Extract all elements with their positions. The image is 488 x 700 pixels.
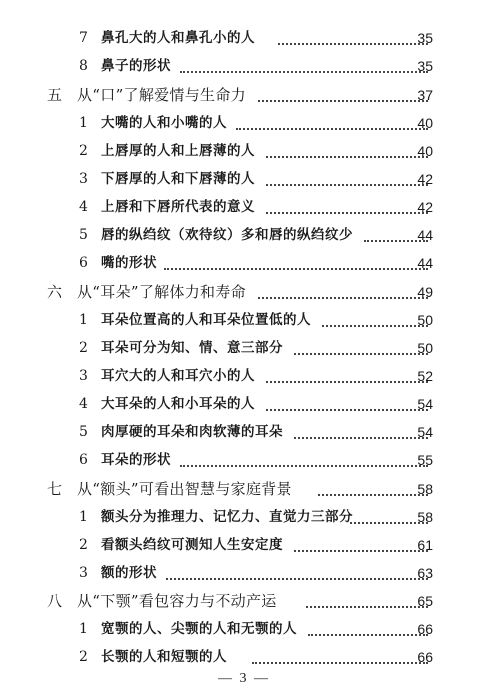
entry-title: 大嘴的人和小嘴的人 xyxy=(101,115,227,131)
dot-leader xyxy=(258,275,428,299)
entry-number: 2 xyxy=(79,340,88,356)
entry-title: 鼻孔大的人和鼻孔小的人 xyxy=(101,30,255,46)
page-number: 54 xyxy=(417,396,433,412)
toc-entry xyxy=(0,252,488,274)
section-number: 八 xyxy=(47,592,63,610)
dot-leader xyxy=(294,528,428,552)
page-number: 58 xyxy=(417,481,433,497)
dot-leader xyxy=(166,556,428,580)
entry-number: 2 xyxy=(79,537,88,553)
page-number: 49 xyxy=(417,284,433,300)
entry-number: 3 xyxy=(79,368,88,384)
toc-entry xyxy=(0,562,488,584)
dot-leader xyxy=(266,162,428,186)
page-number: 58 xyxy=(417,509,433,525)
dot-leader xyxy=(294,331,428,355)
section-number: 六 xyxy=(47,283,63,301)
entry-number: 7 xyxy=(79,30,88,46)
page-number: 37 xyxy=(417,87,433,103)
toc-entry xyxy=(0,506,488,528)
page-number: 42 xyxy=(417,199,433,215)
toc-entry xyxy=(0,421,488,443)
entry-title: 肉厚硬的耳朵和肉软薄的耳朵 xyxy=(101,424,283,440)
toc-entry xyxy=(0,168,488,190)
dot-leader xyxy=(266,387,428,411)
entry-title: 上唇和下唇所代表的意义 xyxy=(101,199,255,215)
toc-entry xyxy=(0,646,488,668)
toc-entry xyxy=(0,140,488,162)
dot-leader xyxy=(164,246,428,270)
entry-title: 耳朵可分为知、情、意三部分 xyxy=(101,340,283,356)
toc-entry xyxy=(0,196,488,218)
dot-leader xyxy=(258,78,428,102)
section-title: 从“下颚”看包容力与不动产运 xyxy=(77,592,277,610)
toc-entry xyxy=(0,112,488,134)
page-footer-number: — 3 — xyxy=(218,671,270,686)
dot-leader xyxy=(266,134,428,158)
entry-title: 耳朵位置高的人和耳朵位置低的人 xyxy=(101,312,311,328)
toc-section xyxy=(0,281,488,303)
toc-entry xyxy=(0,365,488,387)
page-number: 40 xyxy=(417,115,433,131)
page-number: 40 xyxy=(417,143,433,159)
page-number: 66 xyxy=(417,621,433,637)
dot-leader xyxy=(278,21,428,45)
page-number: 35 xyxy=(417,30,433,46)
toc-entry xyxy=(0,337,488,359)
entry-number: 5 xyxy=(79,424,88,440)
section-number: 五 xyxy=(47,86,63,104)
entry-title: 看额头绉纹可测知人生安定度 xyxy=(101,537,283,553)
page-number: 63 xyxy=(417,565,433,581)
entry-title: 上唇厚的人和上唇薄的人 xyxy=(101,143,255,159)
toc-entry xyxy=(0,309,488,331)
page-number: 35 xyxy=(417,58,433,74)
entry-number: 1 xyxy=(79,621,88,637)
toc-entry xyxy=(0,55,488,77)
dot-leader xyxy=(236,106,428,130)
entry-number: 5 xyxy=(79,227,88,243)
entry-title: 长颚的人和短颚的人 xyxy=(101,649,227,665)
toc-entry xyxy=(0,449,488,471)
entry-number: 1 xyxy=(79,115,88,131)
section-title: 从“口”了解爱情与生命力 xyxy=(77,86,246,104)
toc-entry xyxy=(0,618,488,640)
entry-title: 额头分为推理力、记忆力、直觉力三部分 xyxy=(101,509,353,525)
entry-title: 下唇厚的人和下唇薄的人 xyxy=(101,171,255,187)
entry-title: 嘴的形状 xyxy=(101,255,157,271)
entry-title: 鼻子的形状 xyxy=(101,58,171,74)
page-number: 55 xyxy=(417,452,433,468)
dot-leader xyxy=(180,443,428,467)
page-number: 66 xyxy=(417,649,433,665)
page-number: 42 xyxy=(417,171,433,187)
dot-leader xyxy=(252,640,428,664)
entry-number: 1 xyxy=(79,509,88,525)
section-title: 从“耳朵”了解体力和寿命 xyxy=(77,283,246,301)
entry-number: 6 xyxy=(79,255,88,271)
entry-number: 8 xyxy=(79,58,88,74)
dot-leader xyxy=(294,415,428,439)
page-number: 52 xyxy=(417,368,433,384)
entry-number: 4 xyxy=(79,396,88,412)
dot-leader xyxy=(266,359,428,383)
dot-leader xyxy=(180,49,428,73)
page-number: 54 xyxy=(417,424,433,440)
toc-entry xyxy=(0,27,488,49)
page-number: 44 xyxy=(417,255,433,271)
toc-entry xyxy=(0,224,488,246)
entry-title: 唇的纵绉纹（欢待纹）多和唇的纵绉纹少 xyxy=(101,227,353,243)
page-number: 65 xyxy=(417,593,433,609)
toc-section xyxy=(0,84,488,106)
dot-leader xyxy=(266,190,428,214)
entry-number: 4 xyxy=(79,199,88,215)
section-number: 七 xyxy=(47,480,63,498)
entry-title: 大耳朵的人和小耳朵的人 xyxy=(101,396,255,412)
toc-entry xyxy=(0,393,488,415)
section-title: 从“额头”可看出智慧与家庭背景 xyxy=(77,480,292,498)
entry-number: 3 xyxy=(79,171,88,187)
toc-section xyxy=(0,590,488,612)
entry-title: 耳穴大的人和耳穴小的人 xyxy=(101,368,255,384)
entry-number: 2 xyxy=(79,649,88,665)
entry-number: 3 xyxy=(79,565,88,581)
entry-number: 1 xyxy=(79,312,88,328)
page-number: 44 xyxy=(417,227,433,243)
page-number: 50 xyxy=(417,312,433,328)
entry-title: 宽颚的人、尖颚的人和无颚的人 xyxy=(101,621,297,637)
entry-number: 6 xyxy=(79,452,88,468)
toc-entry xyxy=(0,534,488,556)
page-number: 50 xyxy=(417,340,433,356)
entry-number: 2 xyxy=(79,143,88,159)
page-number: 61 xyxy=(417,537,433,553)
entry-title: 额的形状 xyxy=(101,565,157,581)
entry-title: 耳朵的形状 xyxy=(101,452,171,468)
toc-section xyxy=(0,478,488,500)
